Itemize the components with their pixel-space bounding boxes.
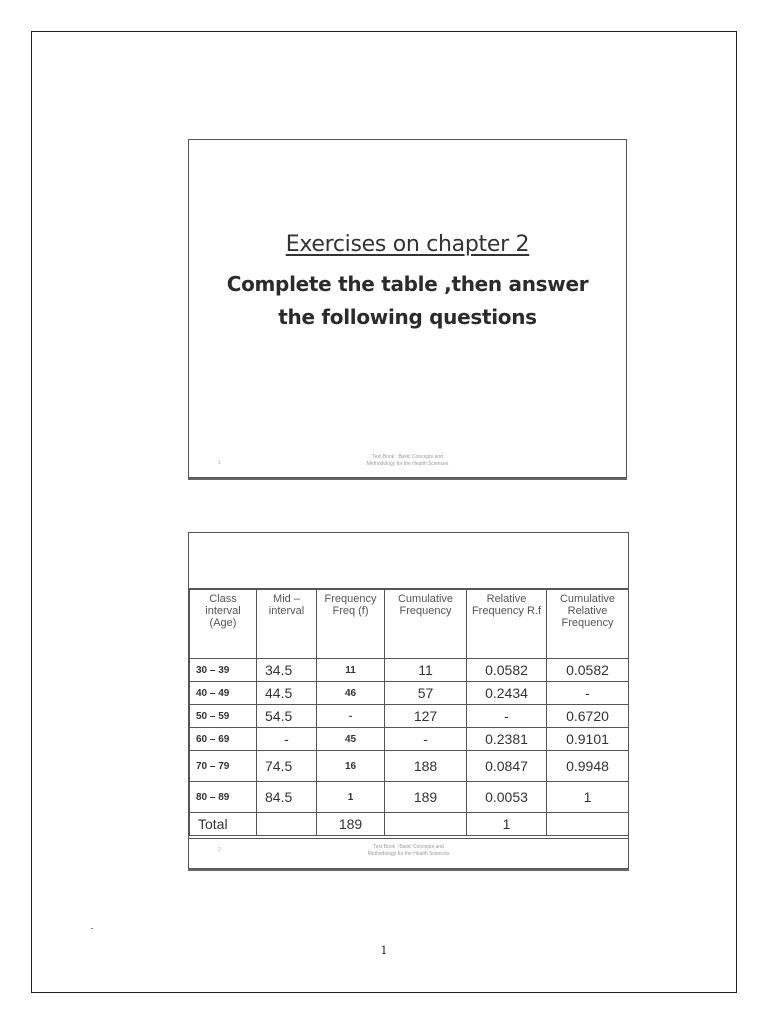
- table-cell: 44.5: [257, 682, 317, 705]
- table-cell: 80 – 89: [190, 782, 257, 813]
- table-cell: 0.6720: [547, 705, 629, 728]
- frequency-table: [189, 589, 629, 836]
- table-cell: -: [257, 728, 317, 751]
- table-row: [190, 782, 629, 813]
- header-frequency: Frequency Freq (f): [317, 590, 385, 659]
- table-cell: 189: [385, 782, 467, 813]
- header-relative-frequency: Relative Frequency R.f: [467, 590, 547, 659]
- table-header-row: [190, 590, 629, 659]
- table-cell: [257, 813, 317, 836]
- footer-line-1: Text Book : Basic Concepts and: [373, 844, 444, 850]
- header-mid-interval: Mid – interval: [257, 590, 317, 659]
- header-class-interval: Class interval (Age): [190, 590, 257, 659]
- slide-footer: [189, 454, 626, 468]
- table-cell: 1: [547, 782, 629, 813]
- footer-line-2: Methodology for the Health Sciences: [366, 461, 449, 467]
- table-cell: 11: [317, 659, 385, 682]
- table-row: [190, 751, 629, 782]
- slide-footer: [189, 844, 628, 858]
- table-cell: 84.5: [257, 782, 317, 813]
- table-cell: 54.5: [257, 705, 317, 728]
- header-cumulative-frequency: Cumulative Frequency: [385, 590, 467, 659]
- table-cell: 40 – 49: [190, 682, 257, 705]
- slide-title: Exercises on chapter 2: [285, 232, 530, 257]
- table-cell: 0.9948: [547, 751, 629, 782]
- slide-frequency-table: [188, 532, 629, 869]
- table-cell: -: [467, 705, 547, 728]
- slide-number: 1: [218, 460, 221, 466]
- slide-number: 2: [218, 847, 221, 853]
- table-cell: [547, 813, 629, 836]
- table-cell: -: [385, 728, 467, 751]
- table-cell: 0.0582: [467, 659, 547, 682]
- table-cell: 50 – 59: [190, 705, 257, 728]
- table-cell: -: [317, 705, 385, 728]
- table-cell: 30 – 39: [190, 659, 257, 682]
- footer-line-1: Text Book : Basic Concepts and: [372, 454, 443, 460]
- slide-footer-divider: [189, 838, 628, 839]
- table-row: [190, 682, 629, 705]
- table-cell: 127: [385, 705, 467, 728]
- table-row: [190, 728, 629, 751]
- scan-speck: [91, 928, 93, 929]
- instruction-line-2: the following questions: [278, 305, 537, 329]
- table-cell: 0.9101: [547, 728, 629, 751]
- total-relative-frequency: 1: [467, 813, 547, 836]
- table-cell: 11: [385, 659, 467, 682]
- table-total-row: [190, 813, 629, 836]
- total-label: Total: [190, 813, 257, 836]
- table-cell: [385, 813, 467, 836]
- table-cell: 16: [317, 751, 385, 782]
- table-cell: 0.2434: [467, 682, 547, 705]
- table-cell: 46: [317, 682, 385, 705]
- slide-instructions: [189, 268, 626, 334]
- table-cell: 0.0053: [467, 782, 547, 813]
- table-cell: 1: [317, 782, 385, 813]
- table-cell: 0.0847: [467, 751, 547, 782]
- table-cell: 70 – 79: [190, 751, 257, 782]
- table-cell: 57: [385, 682, 467, 705]
- table-cell: 34.5: [257, 659, 317, 682]
- footer-line-2: Methodology for the Health Sciences: [367, 851, 450, 857]
- header-cumulative-relative-frequency: Cumulative Relative Frequency: [547, 590, 629, 659]
- table-cell: 60 – 69: [190, 728, 257, 751]
- table-cell: 188: [385, 751, 467, 782]
- page-number: 1: [380, 944, 388, 957]
- table-cell: 0.0582: [547, 659, 629, 682]
- instruction-line-1: Complete the table ,then answer: [226, 272, 589, 296]
- table-row: [190, 659, 629, 682]
- total-frequency: 189: [317, 813, 385, 836]
- table-cell: -: [547, 682, 629, 705]
- table-cell: 45: [317, 728, 385, 751]
- table-cell: 0.2381: [467, 728, 547, 751]
- table-cell: 74.5: [257, 751, 317, 782]
- table-row: [190, 705, 629, 728]
- slide-exercises-title: [188, 139, 627, 478]
